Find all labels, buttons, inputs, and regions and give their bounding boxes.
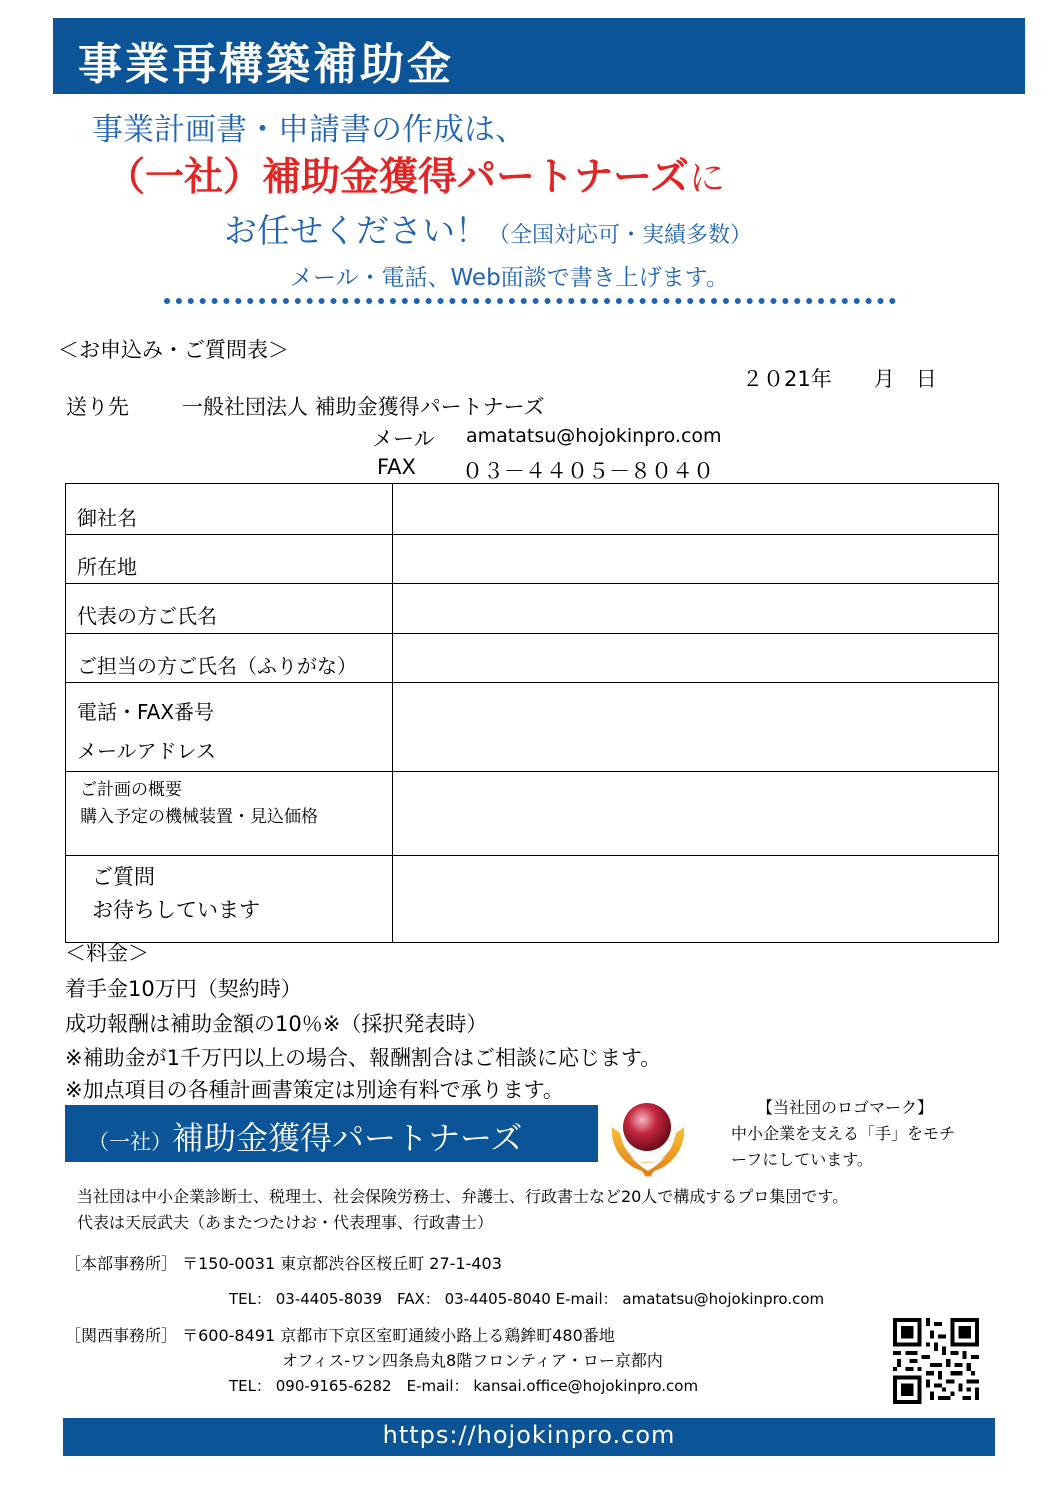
fax-label: FAX xyxy=(377,455,416,479)
logo-note-line-1: 中小企業を支える「手」をモチ xyxy=(731,1124,956,1143)
promo-note: （全国対応可・実績多数） xyxy=(488,223,753,248)
application-form-table xyxy=(65,483,999,943)
dotted-divider xyxy=(164,298,896,304)
logo-note-title: 【当社団のロゴマーク】 xyxy=(757,1098,934,1117)
hq-contact: TEL： 03-4405-8039 FAX： 03-4405-8040 E-mail： amatatsu@hojokinpro.com xyxy=(229,1290,825,1308)
mail-label: メール xyxy=(372,427,435,451)
fee-line-4: ※加点項目の各種計画書策定は別途有料で承ります。 xyxy=(65,1078,564,1102)
email-label: メールアドレス xyxy=(77,739,216,763)
fee-line-3: ※補助金が1千万円以上の場合、報酬割合はご相談に応じます。 xyxy=(65,1046,662,1070)
fee-line-1: 着手金10万円（契約時） xyxy=(65,977,302,1001)
promo-org-name: （一社）補助金獲得パートナーズ xyxy=(106,155,690,200)
promo-line-3 xyxy=(224,205,752,252)
org-banner-text xyxy=(88,1113,522,1159)
qr-code-icon xyxy=(893,1318,979,1404)
logo-note-line-2: ーフにしています。 xyxy=(731,1150,873,1169)
page-title: 事業再構築補助金 xyxy=(78,39,454,90)
kansai-building: オフィス-ワン四条烏丸8階フロンティア・ロー京都内 xyxy=(282,1351,663,1370)
contact-person-label: ご担当の方ご氏名（ふりがな） xyxy=(77,654,357,678)
promo-org-suffix: に xyxy=(689,158,726,199)
promo-line-2 xyxy=(106,146,725,202)
form-row-plan xyxy=(66,772,999,856)
promo-main: お任せください！ xyxy=(224,211,488,250)
representative-label: 代表の方ご氏名 xyxy=(77,604,217,628)
form-row-phone-email xyxy=(66,683,999,772)
fax-value: ０３－４４０５－８０４０ xyxy=(462,459,714,483)
send-to-label: 送り先 xyxy=(66,395,129,419)
questions-label: ご質問 xyxy=(92,865,155,889)
address-label: 所在地 xyxy=(77,555,137,579)
website-link[interactable]: https://hojokinpro.com xyxy=(382,1421,676,1449)
form-row-company xyxy=(66,484,999,535)
send-to-org: 一般社団法人 補助金獲得パートナーズ xyxy=(182,395,545,419)
representative-field[interactable] xyxy=(393,584,999,634)
company-name-label: 御社名 xyxy=(77,506,137,530)
form-title: ＜お申込み・ご質問表＞ xyxy=(58,338,289,362)
mail-value: amatatsu@hojokinpro.com xyxy=(466,425,722,447)
phone-email-field[interactable] xyxy=(393,683,999,772)
form-row-address xyxy=(66,535,999,584)
address-field[interactable] xyxy=(393,535,999,584)
company-name-field[interactable] xyxy=(393,484,999,535)
hands-logo-icon xyxy=(606,1097,724,1181)
phone-fax-label: 電話・FAX番号 xyxy=(77,700,215,724)
questions-field[interactable] xyxy=(393,856,999,943)
fee-line-2: 成功報酬は補助金額の10％※（採択発表時） xyxy=(65,1012,488,1036)
org-description-2: 代表は天辰武夫（あまたつたけお・代表理事、行政書士） xyxy=(77,1213,494,1232)
kansai-address: ［関西事務所］ 〒600-8491 京都市下京区室町通綾小路上る鶏鉾町480番地 xyxy=(65,1326,615,1345)
questions-sub-label: お待ちしています xyxy=(92,898,260,922)
kansai-contact: TEL： 090-9165-6282 E-mail： kansai.office@hojokinpro.com xyxy=(229,1377,699,1395)
fees-title: ＜料金＞ xyxy=(65,941,149,965)
org-name: 補助金獲得パートナーズ xyxy=(172,1119,523,1157)
plan-overview-field[interactable] xyxy=(393,772,999,856)
form-row-questions xyxy=(66,856,999,943)
hq-address: ［本部事務所］ 〒150-0031 東京都渋谷区桜丘町 27-1-403 xyxy=(65,1254,502,1273)
form-row-contact xyxy=(66,634,999,683)
form-row-representative xyxy=(66,584,999,634)
plan-overview-label: ご計画の概要 xyxy=(80,780,182,800)
form-date: ２０21年 月 日 xyxy=(742,367,937,391)
promo-line-1: 事業計画書・申請書の作成は、 xyxy=(92,112,526,148)
org-description-1: 当社団は中小企業診断士、税理士、社会保険労務士、弁護士、行政書士など20人で構成するプロ集団です。 xyxy=(77,1187,849,1206)
org-prefix: （一社） xyxy=(88,1130,172,1154)
promo-line-4: メール・電話、Web面談で書き上げます。 xyxy=(290,265,729,291)
contact-person-field[interactable] xyxy=(393,634,999,683)
equipment-price-label: 購入予定の機械装置・見込価格 xyxy=(80,807,318,827)
